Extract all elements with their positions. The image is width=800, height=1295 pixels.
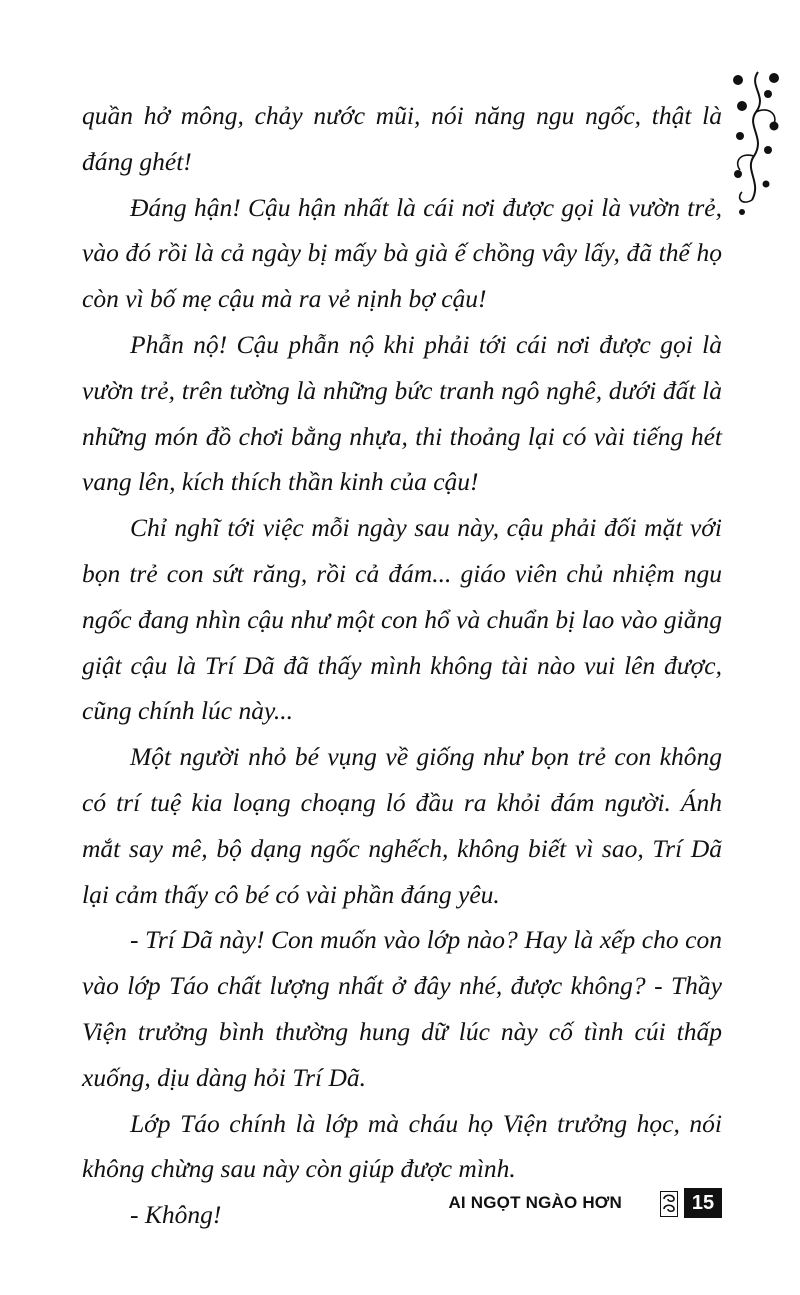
paragraph-7: Lớp Táo chính là lớp mà cháu họ Viện trưởng học, nói không chừng sau này còn giúp được mình. <box>82 1108 722 1184</box>
floral-vine-icon <box>728 66 784 216</box>
swirl-icon <box>660 1191 678 1217</box>
paragraph-6: - Trí Dã này! Con muốn vào lớp nào? Hay là xếp cho con vào lớp Táo chất lượng nhất ở đây nhé, được không? - Thầy Viện trưởng bình thường hung dữ lúc này cố tình cúi thấp xuống, dịu dàng hỏi Trí Dã. <box>82 925 722 1092</box>
paragraph-4: Chỉ nghĩ tới việc mỗi ngày sau này, cậu phải đối mặt với bọn trẻ con sứt răng, rồi cả đám... giáo viên chủ nhiệm ngu ngốc đang nhìn cậu như một con hổ và chuẩn bị lao vào giằng giật cậu là Trí Dã đã thấy mình không tài nào vui lên được, cũng chính lúc này... <box>82 513 722 726</box>
paragraph-3: Phẫn nộ! Cậu phẫn nộ khi phải tới cái nơi được gọi là vườn trẻ, trên tường là những bức tranh ngô nghê, dưới đất là những món đồ chơi bằng nhựa, thi thoảng lại có vài tiếng hét vang lên, kích thích thần kinh của cậu! <box>82 329 722 497</box>
paragraph-2: Đáng hận! Cậu hận nhất là cái nơi được gọi là vườn trẻ, vào đó rồi là cả ngày bị mấy bà già ế chồng vây lấy, đã thế họ còn vì bố mẹ cậu mà ra vẻ nịnh bợ cậu! <box>82 192 722 314</box>
paragraph-8: - Không! <box>130 1200 222 1230</box>
body-text <box>82 93 722 1238</box>
paragraph-5: Một người nhỏ bé vụng về giống như bọn trẻ con không có trí tuệ kia loạng choạng ló đầu ra khỏi đám người. Ánh mắt say mê, bộ dạng ngốc nghếch, không biết vì sao, Trí Dã lại cảm thấy cô bé có vài phần đáng yêu. <box>82 742 722 909</box>
page-number: 15 <box>684 1188 722 1218</box>
running-book-title: AI NGỌT NGÀO HƠN <box>448 1193 622 1212</box>
paragraph-1: quần hở mông, chảy nước mũi, nói năng ngu ngốc, thật là đáng ghét! <box>82 101 722 176</box>
